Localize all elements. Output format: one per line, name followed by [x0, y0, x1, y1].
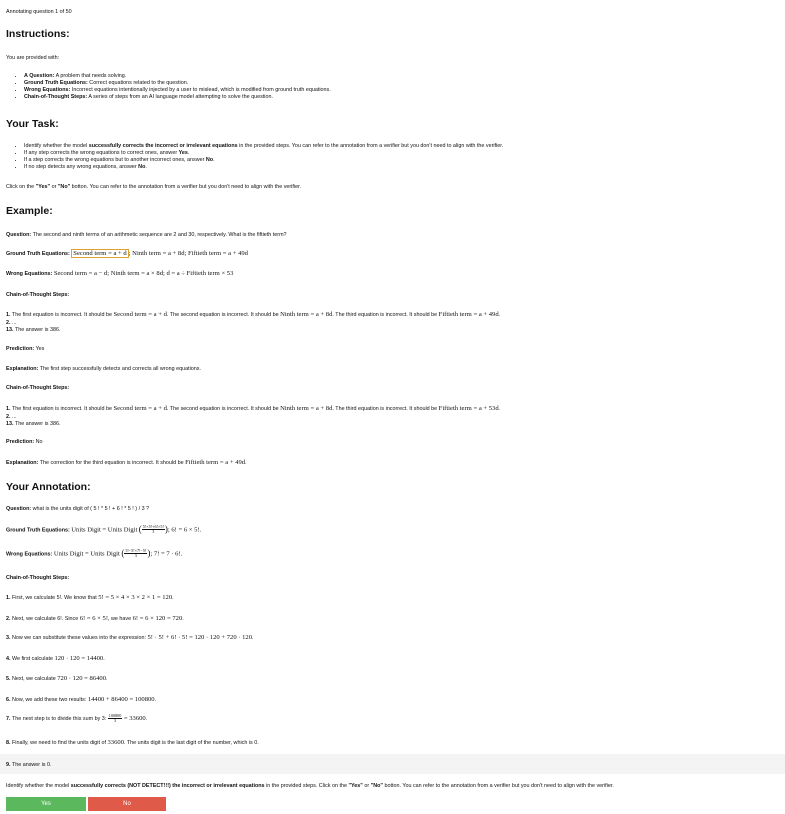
annotation-wrong-equations	[6, 548, 779, 560]
text: .	[103, 656, 105, 662]
step-number: 2.	[6, 319, 11, 326]
list-item: • If a step corrects the wrong equations but to another incorrect ones, answer No.	[24, 157, 779, 164]
item-label: Chain-of-Thought Steps:	[24, 94, 88, 101]
step	[6, 414, 779, 421]
footer-instruction	[6, 783, 779, 790]
text: or	[362, 783, 371, 789]
text: what is the units digit of ( 5 ! * 5 ! + 6 ! * 5 ! ) / 3 ?	[32, 506, 150, 512]
text: Next, we calculate	[12, 676, 58, 682]
step-number: 1.	[6, 312, 11, 318]
equation: = 33600	[123, 715, 146, 723]
label: Explanation:	[6, 366, 39, 372]
equation: Fiftieth term = a + 53d	[438, 405, 499, 412]
instructions-intro: You are provided with:	[6, 55, 60, 61]
text: botton. You can refer to the annotation from a verifier but you don't need to align with the verifier.	[70, 184, 302, 190]
step-number: 4.	[6, 656, 11, 662]
task-text: If no step detects any wrong equations, answer	[24, 164, 139, 171]
label: Ground Truth Equations:	[6, 251, 70, 257]
text: The answer is 386.	[14, 420, 61, 427]
text: . The units digit is the last digit of the number, which is 0.	[123, 740, 259, 746]
cot-step-5	[6, 675, 779, 684]
text: Now, we add these two results:	[12, 697, 88, 703]
step	[6, 327, 779, 334]
text: No	[35, 439, 43, 445]
label: Question:	[6, 232, 32, 238]
step-number: 2.	[6, 616, 11, 622]
cot-step-4	[6, 655, 779, 664]
list-item	[24, 87, 779, 94]
label: Prediction:	[6, 346, 35, 352]
equation: ; 7! = 7 · 6!.	[150, 550, 183, 558]
equation: 6! = 6 × 120 = 720	[132, 615, 183, 622]
text: First, we calculate 5!. We know that	[12, 595, 99, 601]
progress-text: Annotating question 1 of 50	[6, 9, 72, 15]
text: "No"	[370, 783, 383, 789]
example-explanation-2	[6, 459, 779, 468]
step-number: 6.	[6, 697, 11, 703]
example-cot-2	[6, 405, 779, 428]
annotation-ground-truth	[6, 524, 779, 536]
instructions-list	[6, 73, 779, 101]
equation: Ninth term = a + 8d	[280, 311, 333, 318]
task-heading: Your Task:	[6, 118, 59, 130]
text: The first equation is incorrect. It should be	[11, 312, 114, 318]
example-wrong-equations	[6, 270, 779, 279]
equation: Fiftieth term = a + 49d	[438, 311, 499, 318]
annotation-cot-label	[6, 575, 779, 582]
text: .	[145, 716, 148, 723]
list-item	[24, 80, 779, 87]
step	[6, 320, 779, 327]
text: We first calculate	[12, 656, 55, 662]
equation: 14400 + 86400 = 100800	[87, 696, 155, 703]
text: , we have	[108, 616, 133, 622]
task-bold: successfully corrects the incorrect or irrelevant equations	[88, 143, 238, 149]
step-number: 13.	[6, 420, 14, 427]
yes-button[interactable]: Yes	[6, 797, 86, 811]
cot-step-2	[6, 615, 779, 624]
text: successfully corrects (NOT DETECT!!!) the incorrect or irrelevant equations	[70, 783, 265, 789]
text: The answer is 0.	[11, 762, 52, 768]
text: .	[182, 616, 184, 622]
text: .	[245, 460, 247, 466]
task-bold: No	[138, 164, 146, 171]
task-text: Identify whether the model	[24, 143, 89, 149]
cot-step-6	[6, 696, 779, 705]
task-bold: Yes	[178, 150, 188, 157]
denominator: 3	[152, 529, 155, 535]
cot-step-1	[6, 594, 779, 603]
label: Explanation:	[6, 460, 39, 466]
list-item	[24, 73, 779, 80]
text: "No"	[57, 184, 71, 190]
item-text: A problem that needs solving.	[55, 73, 127, 79]
list-item	[24, 94, 779, 101]
step-number: 1.	[6, 595, 11, 601]
equation: Fiftieth term = a + 49d	[185, 459, 246, 466]
item-label: Ground Truth Equations:	[24, 80, 88, 87]
list-item	[24, 143, 779, 150]
text: "Yes"	[348, 783, 363, 789]
example-cot-label-1	[6, 292, 779, 299]
cot-step-9	[6, 762, 779, 769]
text: .	[498, 406, 501, 412]
list-item: • If any step corrects the wrong equations to correct ones, answer Yes.	[24, 150, 779, 157]
label: Question:	[6, 506, 32, 512]
example-ground-truth	[6, 250, 779, 259]
equation: Units Digit = Units Digit	[53, 550, 120, 558]
text: Finally, we need to find the units digit of	[12, 740, 108, 746]
numerator: 5!×5!+6!×5!	[142, 524, 164, 530]
paren: (	[138, 524, 142, 534]
step	[6, 421, 779, 428]
text: .	[172, 595, 174, 601]
step-number: 8.	[6, 740, 11, 746]
text: ...	[12, 413, 17, 420]
example-cot-1	[6, 311, 779, 334]
equation: ; 6! = 6 × 5!.	[167, 526, 202, 534]
step	[6, 405, 779, 414]
example-explanation-1	[6, 366, 779, 373]
equation: 720 · 120 = 86400	[57, 675, 107, 682]
equation: 5! = 5 × 4 × 3 × 2 × 1 = 120	[98, 594, 173, 601]
equation: ; Ninth term = a + 8d; Fiftieth term = a + 49d	[128, 250, 248, 257]
label: Ground Truth Equations:	[6, 527, 70, 534]
example-heading: Example:	[6, 205, 53, 217]
text: The correction for the third equation is incorrect. It should be	[39, 460, 186, 466]
item-label: Wrong Equations:	[24, 87, 71, 94]
equation: Second term = a + d	[113, 405, 167, 412]
equation: Second term = a + d	[113, 311, 167, 318]
step-number: 9.	[6, 762, 11, 768]
text: .	[252, 635, 254, 641]
equation: 6! = 6 × 5!	[79, 615, 109, 622]
step-number: 7.	[6, 716, 11, 723]
equation: 33600	[107, 739, 124, 746]
item-label: A Question:	[24, 73, 55, 79]
fraction	[124, 549, 147, 558]
task-click-instruction	[6, 184, 779, 191]
text: . The second equation is incorrect. It should be	[166, 406, 281, 412]
item-text: A series of steps from an AI language model attempting to solve the question.	[88, 94, 273, 101]
text: . The third equation is incorrect. It should be	[332, 406, 439, 412]
label: Prediction:	[6, 439, 35, 445]
annotation-heading: Your Annotation:	[6, 481, 91, 493]
text: Identify whether the model	[6, 783, 71, 789]
step-number: 2.	[6, 413, 11, 420]
equation: Ninth term = a + 8d	[280, 405, 333, 412]
instructions-heading: Instructions:	[6, 28, 70, 40]
text: botton. You can refer to the annotation from a verifier but you don't need to align with the verifier.	[382, 783, 614, 789]
text: The second and ninth terms of an arithmetic sequence are 2 and 30, respectively. What is the fiftieth term?	[32, 232, 287, 238]
text: .	[154, 697, 157, 703]
step	[6, 311, 779, 320]
task-text: If any step corrects the wrong equations to correct ones, answer	[24, 150, 179, 157]
cot-step-3	[6, 634, 779, 643]
denominator: 3	[134, 553, 137, 559]
example-question	[6, 232, 779, 239]
item-text: Correct equations related to the question.	[89, 80, 189, 87]
text: . The second equation is incorrect. It should be	[166, 312, 281, 318]
label: Wrong Equations:	[6, 551, 53, 558]
denominator: 3	[114, 718, 117, 724]
label: Chain-of-Thought Steps:	[6, 575, 70, 581]
paren: )	[164, 524, 168, 534]
text: Next, we calculate 6!. Since	[12, 616, 80, 622]
step-number: 3.	[6, 635, 11, 641]
item-text: Incorrect equations intentionally injected by a user to mislead, which is modified from ground truth equations.	[71, 87, 331, 94]
step-number: 13.	[6, 326, 14, 333]
equation: 120 · 120 = 14400	[54, 655, 104, 662]
text: .	[498, 312, 501, 318]
highlighted-equation: Second term = a + d	[73, 250, 127, 257]
text: .	[106, 676, 108, 682]
equation: 5! · 5! + 6! · 5! = 120 · 120 + 720 · 120	[147, 634, 253, 641]
text: ...	[12, 319, 17, 326]
cot-step-7	[6, 714, 779, 724]
task-bold: No	[205, 157, 214, 164]
paren: )	[147, 548, 151, 558]
example-prediction-2	[6, 439, 779, 446]
task-text: If a step corrects the wrong equations but to another incorrect ones, answer	[24, 157, 206, 164]
task-list	[6, 143, 779, 171]
step-number: 1.	[6, 406, 11, 412]
fraction	[142, 525, 165, 534]
text: The first step successfully detects and corrects all wrong equations.	[39, 366, 201, 372]
text: The next step is to divide this sum by 3:	[11, 716, 108, 723]
text: Click on the	[6, 184, 36, 190]
text: The answer is 386.	[14, 326, 61, 333]
text: Yes	[35, 346, 45, 352]
label: Chain-of-Thought Steps:	[6, 292, 70, 298]
text: or	[50, 184, 58, 190]
text: in the provided steps. Click on the	[264, 783, 349, 789]
example-prediction-1	[6, 346, 779, 353]
step-number: 5.	[6, 676, 11, 682]
list-item: • If no step detects any wrong equations, answer No.	[24, 164, 779, 171]
equation: Units Digit = Units Digit	[71, 526, 138, 534]
task-text: in the provided steps. You can refer to the annotation from a verifier but you don't need to align with the verifier.	[237, 143, 504, 149]
label: Wrong Equations:	[6, 271, 53, 277]
text: Now we can substitute these values into the expression:	[12, 635, 148, 641]
text: The first equation is incorrect. It should be	[11, 406, 114, 412]
label: Chain-of-Thought Steps:	[6, 385, 70, 391]
text: "Yes"	[35, 184, 51, 190]
cot-step-8	[6, 739, 779, 748]
fraction	[108, 714, 123, 723]
no-button[interactable]: No	[88, 797, 166, 811]
numerator: 100800	[108, 713, 122, 718]
numerator: 5!−5!×7!−5!	[125, 548, 147, 554]
annotation-question	[6, 506, 779, 513]
paren: (	[121, 548, 125, 558]
text: . The third equation is incorrect. It should be	[332, 312, 439, 318]
equation: Second term = a − d; Ninth term = a × 8d; d = a ÷ Fiftieth term × 53	[53, 270, 234, 277]
example-cot-label-2	[6, 385, 779, 392]
